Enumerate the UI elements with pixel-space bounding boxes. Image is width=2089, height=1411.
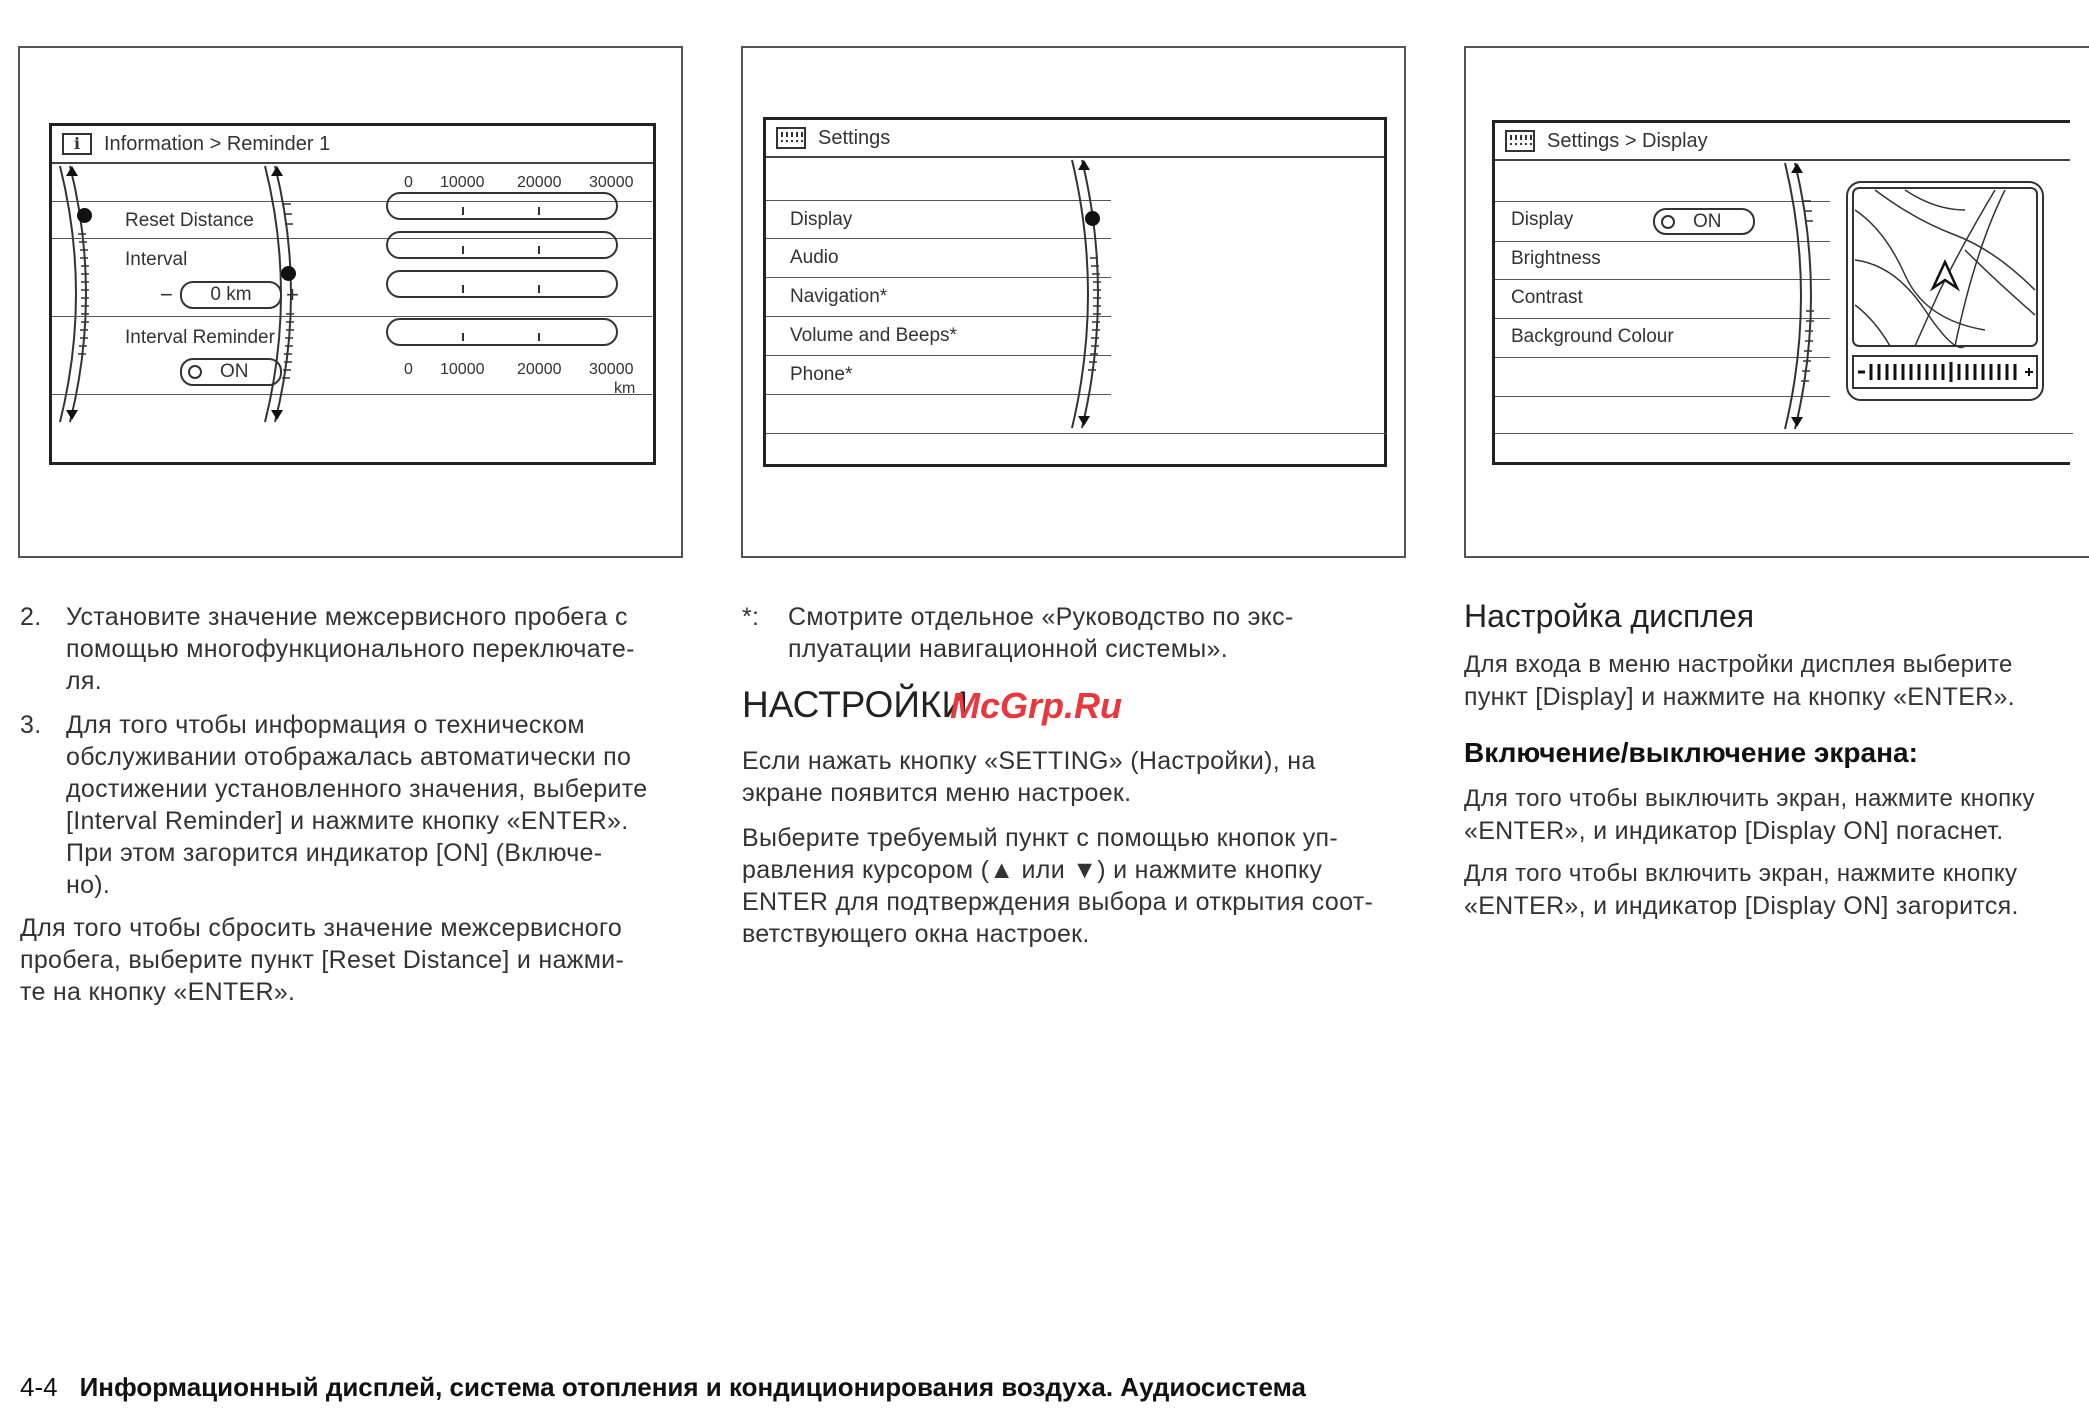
display-item-brightness[interactable] (1511, 248, 1601, 270)
settings-item-navigation[interactable] (790, 286, 887, 308)
figure-settings (741, 46, 1406, 558)
footnote-line-2: плуатации навигационной системы». (788, 635, 1228, 663)
info-icon: i (62, 133, 92, 155)
phone-label: Phone* (790, 364, 853, 385)
distance-bar-4 (386, 318, 618, 346)
settings-para2-line-4: ветствующего окна настроек. (742, 920, 1090, 948)
axis-bottom-1: 10000 (440, 361, 485, 378)
settings-item-display[interactable] (790, 209, 852, 231)
display-label: Display (790, 209, 853, 230)
page-number: 4-4 (20, 1372, 58, 1402)
distance-bar-2 (386, 231, 618, 259)
axis-bottom-0: 0 (404, 361, 413, 378)
scroll-position-dot (281, 266, 296, 281)
display-title-bar (1495, 123, 2070, 161)
settings-para2-line-2: равления курсором (▲ или ▼) и нажмите кнопку (742, 856, 1323, 884)
toggle-radio-icon (1661, 215, 1675, 229)
map-preview (1845, 180, 2045, 402)
reminder-title-bar (52, 126, 653, 164)
figure-display (1464, 46, 2089, 558)
settings-para2-line-3: ENTER для подтверждения выбора и открытия соот- (742, 888, 1374, 916)
volume-beeps-label: Volume and Beeps* (790, 325, 957, 346)
display-item-display[interactable] (1511, 209, 1573, 231)
item-2-line-2: помощью многофункционального переключате- (66, 635, 635, 663)
display-scroll-wheel[interactable] (1777, 161, 1827, 431)
brightness-label: Brightness (1511, 248, 1601, 269)
reset-distance-label: Reset Distance (125, 210, 254, 231)
reminder-title: Information > Reminder 1 (104, 132, 331, 155)
axis-bottom-3: 30000 (589, 361, 634, 378)
left-scroll-wheel[interactable] (52, 164, 102, 424)
screen-toggle-heading: Включение/выключение экрана: (1464, 737, 1918, 768)
selected-indicator-dot (77, 208, 92, 223)
watermark: McGrp.Ru (950, 685, 1123, 726)
distance-bar-1 (386, 192, 618, 220)
settings-selected-dot (1085, 211, 1100, 226)
settings-item-phone[interactable] (790, 364, 852, 386)
figure-reminder (18, 46, 683, 558)
item-2-line-3: ля. (66, 667, 102, 695)
contrast-label: Contrast (1511, 287, 1583, 308)
settings-item-audio[interactable] (790, 247, 839, 269)
settings-heading: НАСТРОЙКИ (742, 684, 969, 725)
footnote-line-1: Смотрите отдельное «Руководство по экс- (788, 603, 1294, 631)
display-para2-line-1: Для того чтобы выключить экран, нажмите кнопку (1464, 785, 2035, 812)
display-para1-line-1: Для входа в меню настройки дисплея выберите (1464, 651, 2013, 678)
display-toggle-state: ON (1693, 210, 1722, 232)
item-3-line-5: При этом загорится индикатор [ON] (Включе- (66, 839, 603, 867)
settings-para1-line-2: экране появится меню настроек. (742, 779, 1132, 807)
settings-title: Settings (818, 126, 891, 149)
axis-top-1: 10000 (440, 174, 485, 191)
display-screen (1492, 120, 2070, 465)
settings-para1-line-1: Если нажать кнопку «SETTING» (Настройки), на (742, 747, 1316, 775)
chapter-title: Информационный дисплей, система отопления и кондиционирования воздуха. Аудиосистема (79, 1372, 1307, 1402)
reset-para-line-1: Для того чтобы сбросить значение межсервисного (20, 914, 623, 942)
settings-para2-line-1: Выберите требуемый пункт с помощью кнопок уп- (742, 824, 1338, 852)
right-scroll-wheel[interactable] (257, 164, 307, 424)
display-para2-line-2: «ENTER», и индикатор [Display ON] погаснет. (1464, 817, 2004, 845)
distance-bar-3 (386, 270, 618, 298)
item-3-line-6: но). (66, 871, 111, 899)
interval-label: Interval (125, 249, 188, 270)
interval-value: 0 km (210, 284, 252, 305)
display-para1-line-2: пункт [Display] и нажмите на кнопку «ENTER». (1464, 683, 2015, 711)
menu-item-reset-distance[interactable] (125, 210, 254, 232)
settings-item-volume-beeps[interactable] (790, 325, 957, 347)
display-on-toggle[interactable] (1653, 208, 1755, 235)
item-2-line-1: Установите значение межсервисного пробега с (66, 603, 628, 631)
interval-minus-button[interactable]: − (160, 282, 173, 307)
footnote-mark: *: (742, 603, 760, 631)
axis-top-0: 0 (404, 174, 413, 191)
axis-unit: km (614, 380, 636, 397)
reset-para-line-3: те на кнопку «ENTER». (20, 978, 296, 1006)
axis-bottom-2: 20000 (517, 361, 562, 378)
interval-plus-button[interactable]: + (286, 282, 299, 307)
display-item-background-colour[interactable] (1511, 326, 1674, 348)
menu-item-interval[interactable] (125, 249, 187, 271)
display-title: Settings > Display (1547, 129, 1708, 152)
item-3-line-2: обслуживании отображалась автоматически по (66, 743, 632, 771)
settings-icon (1505, 130, 1535, 152)
toggle-radio-icon (188, 365, 202, 379)
item-3-line-4: [Interval Reminder] и нажмите кнопку «ENTER». (66, 807, 629, 835)
item-3-line-3: достижении установленного значения, выберите (66, 775, 648, 803)
interval-reminder-label: Interval Reminder (125, 327, 275, 348)
display-heading: Настройка дисплея (1464, 598, 1755, 634)
display-item-label: Display (1511, 209, 1574, 230)
item-3-number: 3. (20, 711, 42, 739)
settings-scroll-wheel[interactable] (1064, 158, 1114, 430)
settings-screen (763, 117, 1387, 467)
display-para3-line-2: «ENTER», и индикатор [Display ON] загорится. (1464, 892, 2019, 920)
item-3-line-1: Для того чтобы информация о техническом (66, 711, 585, 739)
reminder-screen (49, 123, 656, 465)
navigation-label: Navigation* (790, 286, 888, 307)
display-item-contrast[interactable] (1511, 287, 1583, 309)
reset-para-line-2: пробега, выберите пункт [Reset Distance] и нажми- (20, 946, 625, 974)
menu-item-interval-reminder[interactable] (125, 327, 275, 349)
page-footer (20, 1372, 1306, 1403)
settings-title-bar (766, 120, 1384, 158)
axis-top-3: 30000 (589, 174, 634, 191)
audio-label: Audio (790, 247, 839, 268)
axis-top-2: 20000 (517, 174, 562, 191)
background-colour-label: Background Colour (1511, 326, 1674, 347)
display-para3-line-1: Для того чтобы включить экран, нажмите кнопку (1464, 860, 2018, 887)
item-2-number: 2. (20, 603, 42, 631)
settings-icon (776, 127, 806, 149)
interval-reminder-state: ON (220, 361, 249, 382)
